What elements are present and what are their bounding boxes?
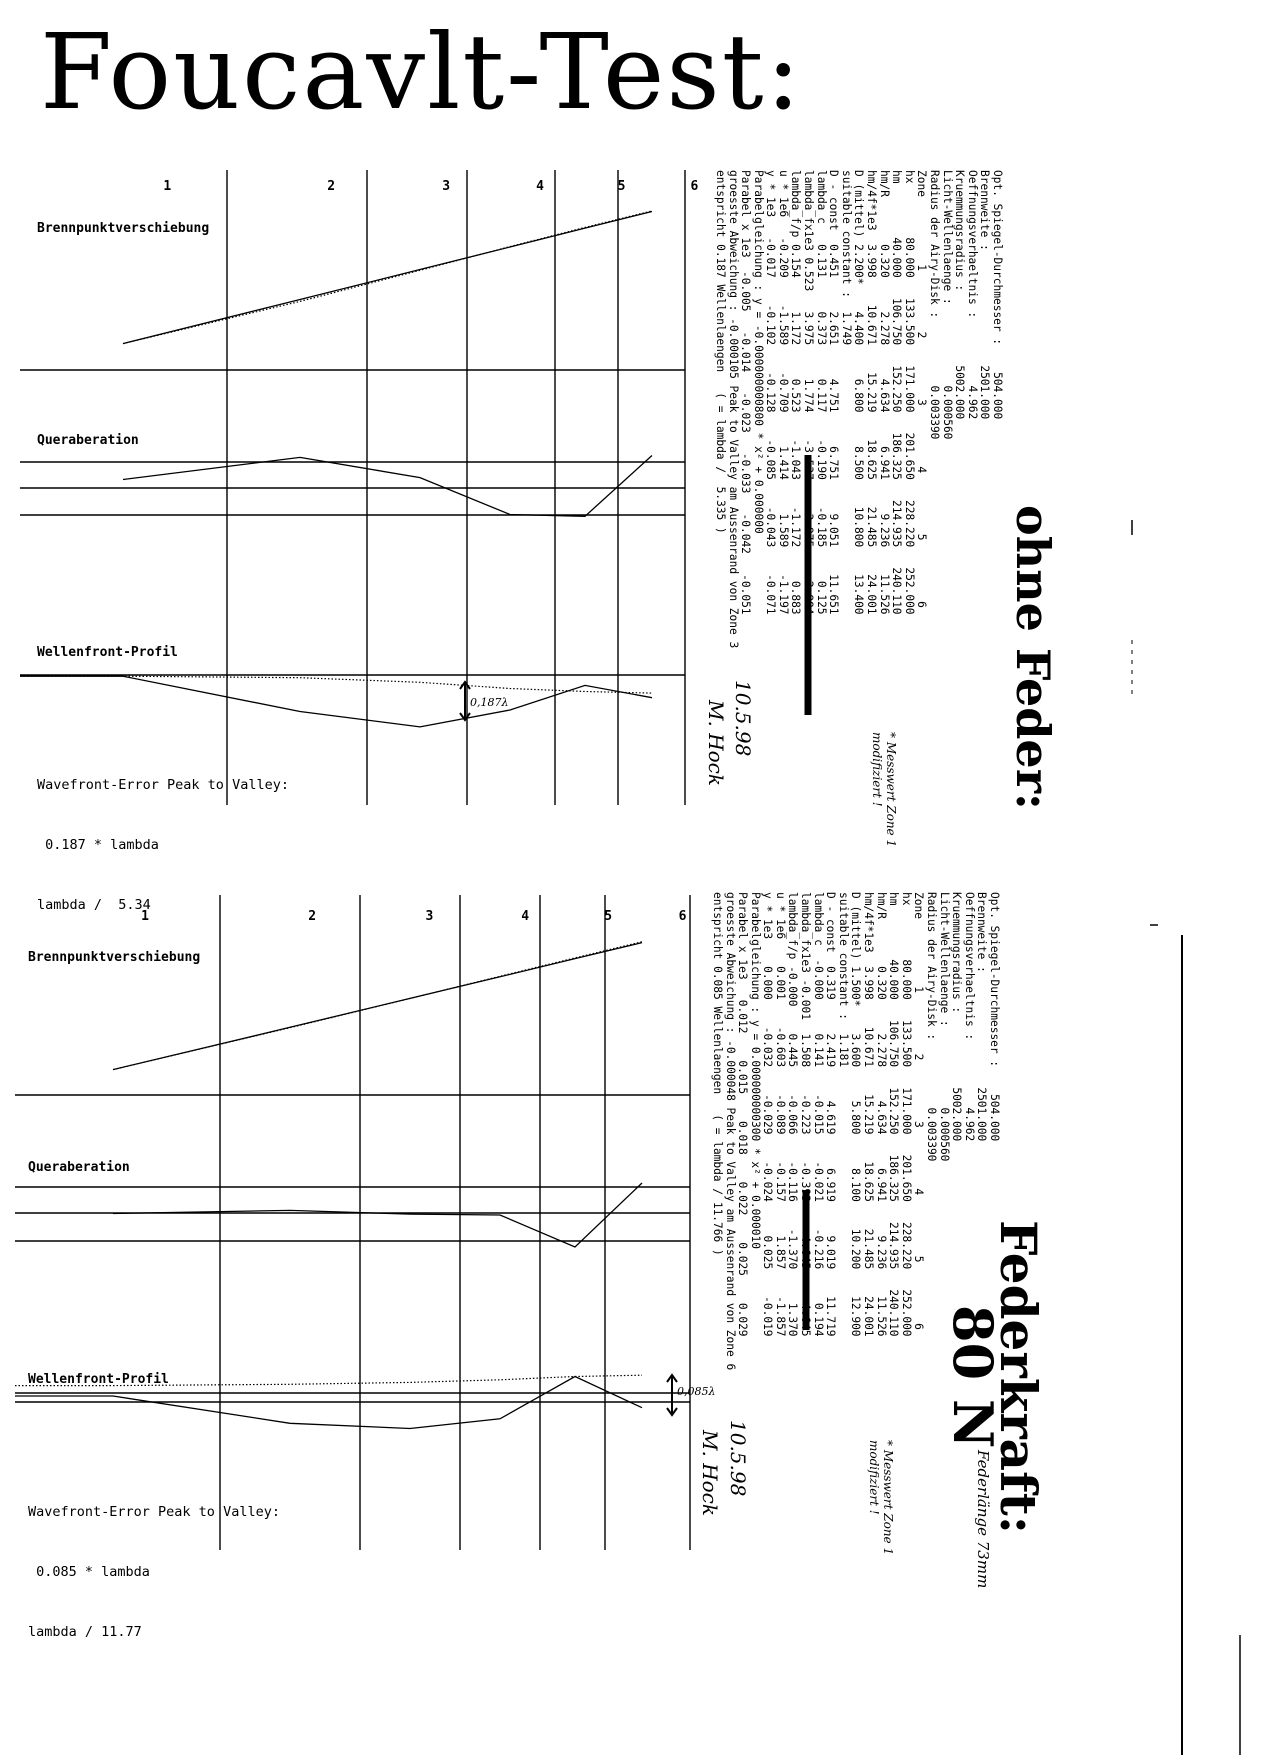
- table-row: lambda_fx1e3 -0.001 1.508 -0.223 -0.393 -4.645 4.645: [799, 892, 813, 1337]
- table-row: lambda_c 0.131 0.373 0.117 -0.190 -0.185 0.125: [814, 170, 828, 615]
- zone-label: 1: [163, 179, 172, 194]
- pv-annotation: 0,085λ: [677, 1385, 716, 1398]
- table-row: hx 80.000 133.500 171.000 201.650 228.220 252.000: [899, 892, 913, 1337]
- table-row: entspricht 0.187 Wellenlaengen ( = lambda / 5.335 ): [713, 170, 727, 534]
- table-row: hm/R 0.320 2.278 4.634 6.941 9.236 11.526: [877, 170, 891, 615]
- table-row: Parabelgleichung : y = 0.000000000300 * x² + 0.000010: [748, 892, 762, 1249]
- pv-line: lambda / 5.34: [37, 897, 151, 913]
- table-row: D (mittel) 2.200* 4.400 6.800 8.500 10.800 13.400: [852, 170, 866, 615]
- table-row: suitable constant : 1.749: [839, 170, 853, 346]
- zone-label: 4: [521, 909, 530, 924]
- table-row: hm/4f*1e3 3.998 10.671 15.219 18.625 21.485 24.001: [862, 892, 876, 1337]
- table-row: Oeffnungsverhaeltnis : 4.962: [965, 170, 979, 420]
- table-row: Brennweite : 2501.000: [978, 170, 992, 420]
- table-row: lambda_c -0.000 0.141 -0.015 -0.021 -0.216 0.194: [811, 892, 825, 1337]
- pv-line: Wavefront-Error Peak to Valley:: [37, 777, 289, 793]
- table-row: Oeffnungsverhaeltnis : 4.962: [962, 892, 976, 1142]
- table-row: u * 1e6 -0.209 -1.589 -0.709 1.414 1.589 -1.197: [776, 170, 790, 615]
- table-row: entspricht 0.085 Wellenlaengen ( = lambda / 11.766 ): [710, 892, 724, 1256]
- table-row: Radius der Airy-Disk : 0.003390: [928, 170, 942, 440]
- table-row: Opt. Spiegel-Durchmesser : 504.000: [988, 892, 1001, 1142]
- table-row: Kruemmungsradius : 5002.000: [950, 892, 964, 1142]
- page-title: Foucavlt-Test:: [40, 11, 803, 133]
- zone-label: 1: [141, 909, 149, 924]
- panel-title: Wellenfront-Profil: [28, 1372, 169, 1387]
- table-row: Parabel x 1e3 0.012 0.015 0.018 0.022 0.025 0.029: [736, 892, 750, 1337]
- date-2: 10.5.98: [726, 1420, 750, 1497]
- zone-label: 2: [308, 909, 317, 924]
- note-modified-2: * Messwert Zone 1 modifiziert !: [867, 1440, 895, 1556]
- table-row: Brennweite : 2501.000: [975, 892, 989, 1142]
- table-row: Kruemmungsradius : 5002.000: [953, 170, 967, 420]
- zone-label: 5: [617, 179, 626, 194]
- pv-line: 0.187 * lambda: [37, 837, 159, 853]
- panel-title: Queraberation: [37, 433, 139, 448]
- table-row: groesste Abweichung : -0.000048 Peak to Valley am Aussenrand von Zone 6: [723, 892, 737, 1371]
- zone-label: 3: [442, 179, 451, 194]
- table-row: lambda_f/p -0.000 0.445 -0.066 -0.116 -1.370 1.370: [786, 892, 800, 1337]
- zone-label: 2: [327, 179, 336, 194]
- pv-annotation: 0,187λ: [470, 696, 509, 709]
- table-row: hm/R 0.320 2.278 4.634 6.941 9.236 11.526: [874, 892, 888, 1337]
- table-row: Parabelgleichung : y = -0.000000000800 * x² + 0.000000: [751, 170, 765, 534]
- signature-2: M. Hock: [698, 1430, 722, 1516]
- note-modified-1: * Messwert Zone 1 modifiziert !: [870, 732, 898, 848]
- table-row: hx 80.000 133.500 171.000 201.650 228.220 252.000: [902, 170, 916, 615]
- label-federlaenge: Federlänge 73mm: [974, 1450, 992, 1589]
- table-row: D - const 0.451 2.651 4.751 6.751 9.051 11.651: [827, 170, 841, 615]
- table-row: lambda_fx1e3 0.523 3.975 1.774 -3.537 -3.975 2.994: [802, 170, 816, 615]
- table-row: hm 40.000 106.750 152.250 186.325 214.935 240.110: [887, 892, 901, 1337]
- table-row: hm/4f*1e3 3.998 10.671 15.219 18.625 21.485 24.001: [865, 170, 879, 615]
- zone-label: 3: [425, 909, 434, 924]
- table-row: Licht-Wellenlaenge : 0.000560: [937, 892, 951, 1162]
- table-row: Licht-Wellenlaenge : 0.000560: [940, 170, 954, 440]
- panel-title: Queraberation: [28, 1160, 130, 1175]
- table-row: hm 40.000 106.750 152.250 186.325 214.935 240.110: [890, 170, 904, 615]
- label-ohne-feder: ohne Feder:: [1006, 505, 1060, 810]
- table-row: lambda_f/p 0.154 1.172 0.523 -1.043 -1.172 0.883: [789, 170, 803, 615]
- pv-line: lambda / 11.77: [28, 1624, 142, 1640]
- panel-title: Wellenfront-Profil: [37, 645, 178, 660]
- pv-line: 0.085 * lambda: [28, 1564, 150, 1580]
- zone-label: 6: [678, 909, 687, 924]
- date-1: 10.5.98: [731, 680, 755, 757]
- table-row: y * 1e3 0.000 -0.032 -0.029 -0.024 0.025 -0.019: [761, 892, 775, 1337]
- panel-title: Brennpunktverschiebung: [28, 950, 201, 965]
- label-federkraft: Federkraft:: [989, 1220, 1048, 1535]
- table-row: suitable constant : 1.181: [836, 892, 850, 1068]
- table-row: y * 1e3 -0.017 -0.102 -0.128 -0.085 -0.043 -0.071: [764, 170, 778, 615]
- table-row: D - const 0.319 2.419 4.619 6.919 9.019 11.719: [824, 892, 838, 1337]
- pv-line: Wavefront-Error Peak to Valley:: [28, 1504, 280, 1520]
- zone-label: 4: [536, 179, 544, 194]
- table-row: u * 1e6 0.001 -0.603 -0.089 -0.157 1.857 -1.857: [773, 892, 787, 1337]
- signature-1: M. Hock: [704, 700, 728, 786]
- table-row: Radius der Airy-Disk : 0.003390: [925, 892, 939, 1162]
- table-row: Opt. Spiegel-Durchmesser : 504.000: [991, 170, 1004, 420]
- panel-title: Brennpunktverschiebung: [37, 221, 210, 236]
- table-row: Zone 1 2 3 4 5 6: [915, 170, 929, 608]
- table-row: groesste Abweichung : -0.000105 Peak to Valley am Aussenrand von Zone 3: [726, 170, 740, 649]
- table-row: D (mittel) 1.500* 3.600 5.800 8.100 10.200 12.900: [849, 892, 863, 1337]
- label-federkraft-value: 80 N: [941, 1305, 1005, 1449]
- table-row: Zone 1 2 3 4 5 6: [912, 892, 926, 1330]
- zone-label: 5: [604, 909, 613, 924]
- zone-label: 6: [690, 179, 699, 194]
- table-row: Parabel x 1e3 -0.005 -0.014 -0.023 -0.033 -0.042 -0.051: [739, 170, 753, 615]
